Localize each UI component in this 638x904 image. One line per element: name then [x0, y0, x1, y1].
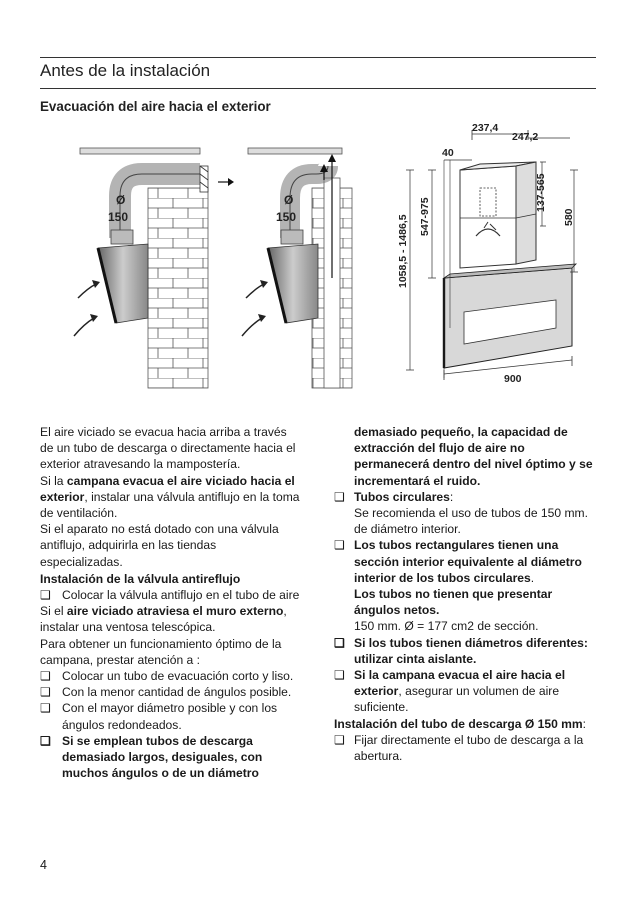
dim-547-975: 547-975 [419, 197, 431, 236]
list-item [40, 587, 302, 603]
text-fragment: , instalar una ventosa telescópica. [40, 604, 287, 635]
title-rule [40, 88, 596, 89]
list-item-text: Con el mayor diámetro posible y con los ángulos redondeados. [62, 701, 278, 732]
list-item [334, 732, 596, 764]
exterior-paragraph [40, 473, 302, 522]
illustration-wall-exhaust [68, 118, 238, 390]
text-fragment: , asegurar un volumen de aire suficiente. [354, 684, 560, 715]
list-item-text: Con la menor cantidad de ángulos posible. [62, 685, 292, 700]
bold-fragment: aire viciado atraviesa el muro externo [66, 604, 284, 619]
checkbox-icon: ❑ [40, 733, 51, 748]
checkbox-icon: ❑ [40, 701, 51, 716]
discharge-heading [334, 716, 596, 732]
list-item-text: Colocar un tubo de evacuación corto y liso. [62, 669, 294, 684]
list-item-text: Si los tubos tienen diámetros diferentes: utilizar cinta aislante. [354, 635, 588, 666]
text-fragment: Si el [40, 604, 67, 619]
checkbox-icon: ❑ [40, 685, 51, 700]
wall-paragraph [40, 603, 302, 635]
text-fragment: : [582, 716, 587, 731]
list-item [334, 489, 596, 505]
checkbox-icon: ❑ [334, 635, 345, 650]
diameter-symbol: Ø [116, 193, 126, 207]
intro-paragraph: El aire viciado se evacua hacia arriba a través de un tubo de descarga o directamente hacia el exterior atravesando la mampostería. [40, 425, 296, 472]
dim-247-2: 247,2 [512, 131, 539, 143]
checkbox-icon: ❑ [334, 489, 345, 504]
checkbox-icon: ❑ [40, 588, 51, 603]
top-rule [40, 57, 596, 58]
text-fragment: , instalar una válvula antiflujo en la toma de ventilación. [40, 489, 300, 521]
list-item [40, 668, 302, 684]
illustration-dimensions [380, 118, 596, 390]
section-subtitle: Evacuación del aire hacia el exterior [40, 99, 271, 114]
list-item-label: Los tubos rectangulares tienen una sección interior equivalente al diámetro interior de los tubos circulares [354, 538, 582, 585]
list-item-text: Colocar la válvula antiflujo en el tubo de aire [62, 588, 300, 603]
diameter-value: 150 [276, 210, 297, 224]
continuation-paragraph: demasiado pequeño, la capacidad de extracción del flujo de aire no permanecerá dentro del nivel óptimo y se incrementará el ruido. [354, 425, 593, 488]
dim-580: 580 [563, 208, 575, 226]
list-item [40, 700, 302, 732]
list-item [334, 537, 596, 586]
dim-1058-1486: 1058,5 - 1486,5 [397, 214, 409, 288]
list-item-label: Si la campana evacua el aire hacia el exterior [354, 668, 566, 699]
list-item-text: Fijar directamente el tubo de descarga a la abertura. [354, 732, 584, 764]
page-number: 4 [40, 858, 47, 872]
checkbox-icon: ❑ [334, 538, 345, 553]
no-angles-text: Los tubos no tienen que presentar ángulos netos. [354, 587, 553, 618]
antiflux-paragraph: Si el aparato no está dotado con una válvula antiflujo, adquirirla en las tiendas especializadas. [40, 522, 279, 569]
list-item-label: Tubos circulares [354, 489, 450, 504]
text-fragment: Si la [40, 473, 67, 488]
checkbox-icon: ❑ [334, 668, 345, 683]
dim-900: 900 [504, 373, 522, 385]
illustration-vertical-exhaust [238, 118, 368, 390]
dim-237-4: 237,4 [472, 122, 499, 134]
list-item [40, 733, 302, 782]
valve-heading: Instalación de la válvula antireflujo [40, 571, 241, 586]
list-item [40, 684, 302, 700]
dim-137-565: 137-565 [535, 173, 547, 212]
text-fragment: : [449, 489, 454, 504]
circular-tubes-text: Se recomienda el uso de tubos de 150 mm. de diámetro interior. [354, 506, 588, 537]
optimal-paragraph: Para obtener un funcionamiento óptimo de la campana, prestar atención a : [40, 636, 282, 667]
right-column [334, 424, 596, 764]
bold-fragment: campana evacua el aire viciado hacia el exterior [40, 473, 295, 504]
checkbox-icon: ❑ [40, 669, 51, 684]
page-title: Antes de la instalación [40, 61, 211, 80]
left-column [40, 424, 302, 781]
list-item [334, 667, 596, 716]
checkbox-icon: ❑ [334, 732, 345, 747]
list-item-text: Si se emplean tubos de descarga demasiado largos, desiguales, con muchos ángulos o de un diámetro [62, 733, 263, 781]
section-text: 150 mm. Ø = 177 cm2 de sección. [354, 619, 539, 634]
diameter-symbol: Ø [284, 193, 294, 207]
text-fragment: . [530, 570, 535, 585]
list-item [334, 635, 596, 667]
dim-40: 40 [442, 147, 454, 159]
heading-text: Instalación del tubo de descarga Ø 150 mm [334, 716, 583, 731]
diameter-value: 150 [108, 210, 129, 224]
